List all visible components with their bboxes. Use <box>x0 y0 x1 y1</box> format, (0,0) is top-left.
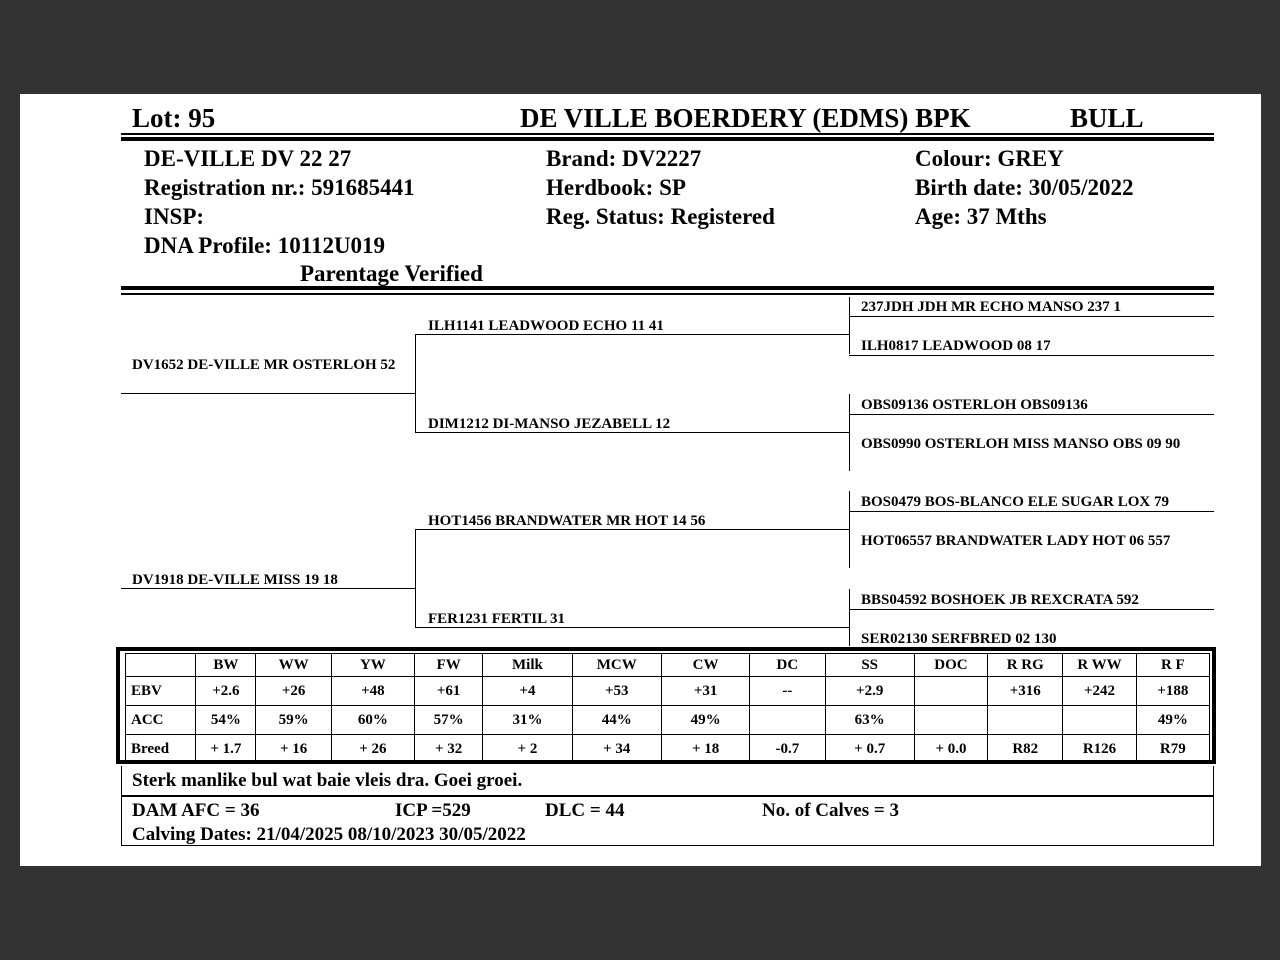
ebv-header-cell: BW <box>196 654 256 677</box>
breed-cell: -0.7 <box>750 735 825 764</box>
ebv-header-cell: Milk <box>483 654 572 677</box>
ebv-header-cell: FW <box>415 654 483 677</box>
pedigree-ddd: SER02130 SERFBRED 02 130 <box>861 631 1057 647</box>
acc-cell: 63% <box>825 706 914 735</box>
pedigree-sds: OBS09136 OSTERLOH OBS09136 <box>861 397 1088 413</box>
ebv-cell <box>914 677 987 706</box>
lot-number: Lot: 95 <box>132 103 216 133</box>
breed-cell: R126 <box>1063 735 1136 764</box>
breed-row-label: Breed <box>126 735 196 764</box>
acc-cell <box>750 706 825 735</box>
ebv-header-row <box>126 654 1210 677</box>
acc-cell: 60% <box>331 706 414 735</box>
acc-cell: 44% <box>572 706 661 735</box>
pedigree-dss-line <box>849 511 1214 512</box>
pedigree-dam-dam: FER1231 FERTIL 31 <box>428 611 565 627</box>
ebv-cell: +188 <box>1136 677 1209 706</box>
ebv-cell: +2.6 <box>196 677 256 706</box>
breed-cell: + 2 <box>483 735 572 764</box>
ebv-cell: +61 <box>415 677 483 706</box>
ebv-cell: +48 <box>331 677 414 706</box>
pedigree-sire: DV1652 DE-VILLE MR OSTERLOH 52 <box>132 357 396 373</box>
pedigree-ssd: ILH0817 LEADWOOD 08 17 <box>861 338 1051 354</box>
herdbook: Herdbook: SP <box>546 175 686 200</box>
pedigree-dss: BOS0479 BOS-BLANCO ELE SUGAR LOX 79 <box>861 494 1169 510</box>
header-rule-thick <box>121 137 1214 141</box>
pedigree-dd-line <box>415 627 849 628</box>
breed-cell: R79 <box>1136 735 1209 764</box>
ebv-header-cell: R RG <box>988 654 1063 677</box>
breed-cell: + 34 <box>572 735 661 764</box>
acc-cell: 54% <box>196 706 256 735</box>
pedigree-dam-sire: HOT1456 BRANDWATER MR HOT 14 56 <box>428 513 706 529</box>
ebv-header-cell: WW <box>256 654 331 677</box>
pedigree-sss: 237JDH JDH MR ECHO MANSO 237 1 <box>861 299 1121 315</box>
ebv-cell: -- <box>750 677 825 706</box>
pedigree-sds-line <box>849 414 1214 415</box>
lot-sheet <box>20 94 1261 866</box>
dlc: DLC = 44 <box>545 800 625 821</box>
brand: Brand: DV2227 <box>546 146 702 171</box>
ebv-header-cell: R F <box>1136 654 1209 677</box>
pedigree-ssd-line <box>849 355 1214 356</box>
animal-name: DE-VILLE DV 22 27 <box>144 146 352 171</box>
ebv-header-cell <box>126 654 196 677</box>
acc-cell: 31% <box>483 706 572 735</box>
breed-cell: + 32 <box>415 735 483 764</box>
insp-label: INSP: <box>144 204 205 229</box>
acc-cell <box>914 706 987 735</box>
breed-cell: + 16 <box>256 735 331 764</box>
breed-cell: R82 <box>988 735 1063 764</box>
pedigree-dds: BBS04592 BOSHOEK JB REXCRATA 592 <box>861 592 1139 608</box>
acc-cell: 49% <box>661 706 749 735</box>
breed-cell: + 1.7 <box>196 735 256 764</box>
pedigree-sd-bracket <box>849 394 850 471</box>
ebv-row-label: EBV <box>126 677 196 706</box>
acc-row-label: ACC <box>126 706 196 735</box>
pedigree-sire-bracket <box>415 335 416 433</box>
animal-sex: BULL <box>1070 103 1144 133</box>
ebv-cell: +53 <box>572 677 661 706</box>
pedigree-sire-dam: DIM1212 DI-MANSO JEZABELL 12 <box>428 416 671 432</box>
registration-number: Registration nr.: 591685441 <box>144 175 415 200</box>
ebv-row <box>126 677 1210 706</box>
pedigree-sdd: OBS0990 OSTERLOH MISS MANSO OBS 09 90 <box>861 436 1181 452</box>
breeder-name: DE VILLE BOERDERY (EDMS) BPK <box>520 103 971 133</box>
ebv-header-cell: R WW <box>1063 654 1136 677</box>
ebv-header-cell: MCW <box>572 654 661 677</box>
ebv-header-cell: SS <box>825 654 914 677</box>
registration-status: Reg. Status: Registered <box>546 204 775 229</box>
calving-dates: Calving Dates: 21/04/2025 08/10/2023 30/05/2022 <box>132 824 526 845</box>
colour: Colour: GREY <box>915 146 1064 171</box>
pedigree-ss-bracket <box>849 297 850 354</box>
ebv-header-cell: YW <box>331 654 414 677</box>
ebv-header-cell: DOC <box>914 654 987 677</box>
breed-cell: + 0.0 <box>914 735 987 764</box>
ebv-cell: +31 <box>661 677 749 706</box>
breed-cell: + 18 <box>661 735 749 764</box>
breed-row <box>126 735 1210 764</box>
breed-cell: + 26 <box>331 735 414 764</box>
footer-top-rule <box>121 796 1214 797</box>
number-of-calves: No. of Calves = 3 <box>762 800 899 821</box>
icp: ICP =529 <box>395 800 471 821</box>
dam-afc: DAM AFC = 36 <box>132 800 260 821</box>
pedigree-dam: DV1918 DE-VILLE MISS 19 18 <box>132 572 338 588</box>
pedigree-sire-sire: ILH1141 LEADWOOD ECHO 11 41 <box>428 318 664 334</box>
acc-cell: 59% <box>256 706 331 735</box>
birth-date: Birth date: 30/05/2022 <box>915 175 1134 200</box>
acc-cell: 49% <box>1136 706 1209 735</box>
ebv-cell: +2.9 <box>825 677 914 706</box>
ebv-cell: +316 <box>988 677 1063 706</box>
info-rule-thin <box>121 293 1214 295</box>
breed-cell: + 0.7 <box>825 735 914 764</box>
pedigree-sss-line <box>849 316 1214 317</box>
acc-cell: 57% <box>415 706 483 735</box>
pedigree-ss-line <box>415 334 849 335</box>
dna-profile: DNA Profile: 10112U019 <box>144 233 386 258</box>
acc-cell <box>988 706 1063 735</box>
dam-info-box <box>121 796 1214 846</box>
pedigree-dds-line <box>849 609 1214 610</box>
acc-cell <box>1063 706 1136 735</box>
pedigree-dam-line <box>121 588 415 589</box>
pedigree-ds-line <box>415 529 849 530</box>
pedigree-sd-line <box>415 432 849 433</box>
pedigree-dsd: HOT06557 BRANDWATER LADY HOT 06 557 <box>861 533 1171 549</box>
pedigree-dd-bracket <box>849 589 850 646</box>
comment-text: Sterk manlike bul wat baie vleis dra. Goei groei. <box>132 770 523 791</box>
header-rule-thin <box>121 133 1214 135</box>
info-rule-thick <box>121 286 1214 290</box>
ebv-cell: +26 <box>256 677 331 706</box>
acc-row <box>126 706 1210 735</box>
comment-box <box>121 766 1214 796</box>
age: Age: 37 Mths <box>915 204 1047 229</box>
pedigree-dam-bracket <box>415 530 416 628</box>
parentage-status: Parentage Verified <box>300 261 483 286</box>
ebv-header-cell: DC <box>750 654 825 677</box>
pedigree-sire-line <box>121 393 415 394</box>
pedigree-ds-bracket <box>849 491 850 568</box>
ebv-header-cell: CW <box>661 654 749 677</box>
ebv-cell: +4 <box>483 677 572 706</box>
ebv-cell: +242 <box>1063 677 1136 706</box>
ebv-table <box>125 653 1210 764</box>
